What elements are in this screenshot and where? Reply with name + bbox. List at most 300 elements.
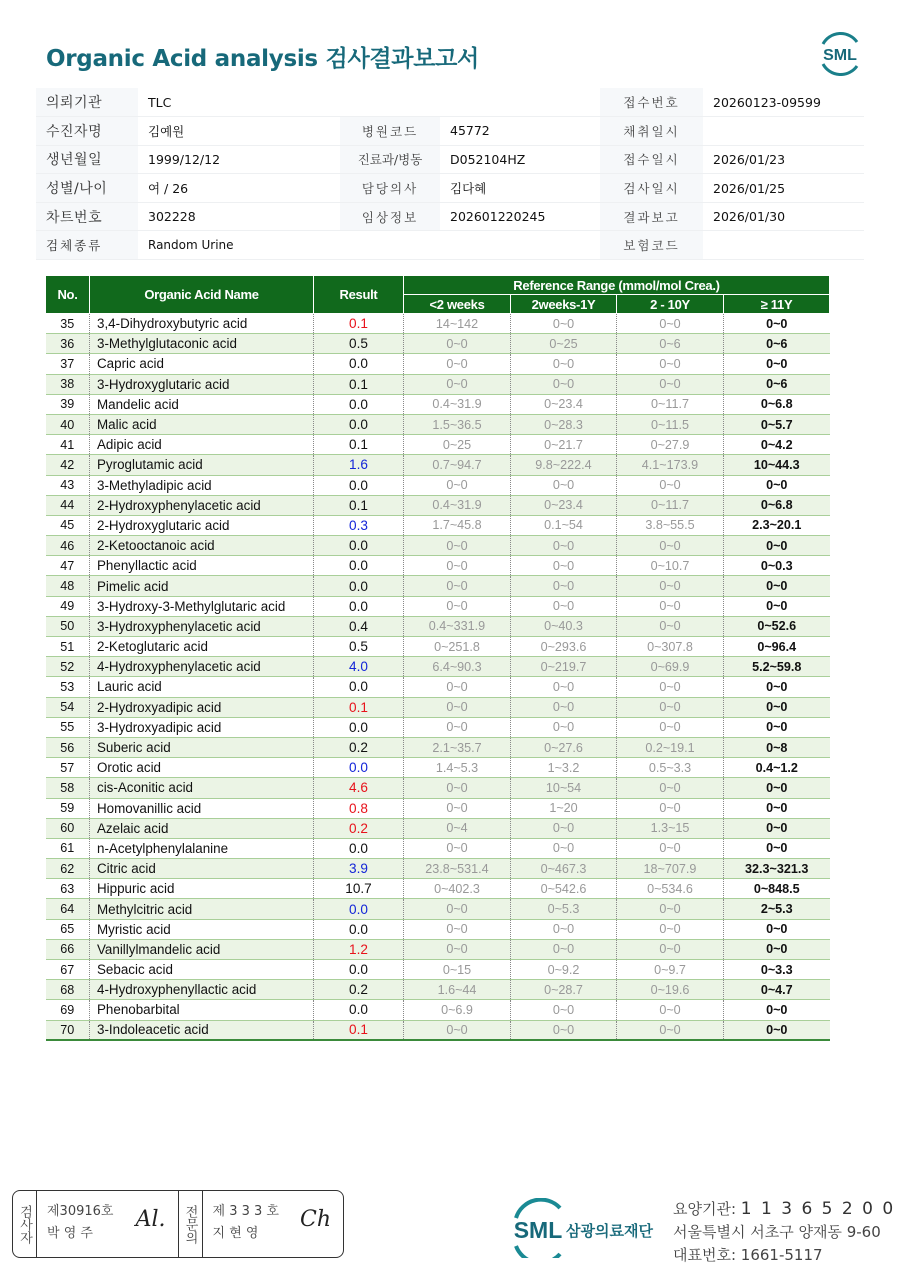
info-value [703,231,864,260]
range-ge11y: 0~0 [724,475,830,495]
result-value: 0.0 [314,414,404,434]
row-number: 62 [46,859,90,879]
result-value: 0.1 [314,374,404,394]
result-row [46,859,830,879]
result-row [46,899,830,919]
row-number: 64 [46,899,90,919]
range-ge11y: 2~5.3 [724,899,830,919]
range-lt2weeks: 2.1~35.7 [404,737,511,757]
range-lt2weeks: 0.4~31.9 [404,495,511,515]
row-number: 57 [46,758,90,778]
acid-name: Hippuric acid [90,879,314,899]
range-ge11y: 0~3.3 [724,960,830,980]
acid-name: 3-Methylglutaconic acid [90,334,314,354]
institution-code: 1 1 3 6 5 2 0 0 [740,1199,896,1219]
range-2-10y: 0~0 [617,798,724,818]
range-lt2weeks: 0~0 [404,798,511,818]
range-lt2weeks: 0.4~31.9 [404,394,511,414]
range-2-10y: 4.1~173.9 [617,455,724,475]
row-number: 66 [46,939,90,959]
range-lt2weeks: 0~0 [404,374,511,394]
range-2-10y: 0~0 [617,717,724,737]
row-number: 40 [46,414,90,434]
range-lt2weeks: 0~0 [404,939,511,959]
doctor-signature: Ch [299,1207,331,1232]
result-value: 4.6 [314,778,404,798]
result-row [46,697,830,717]
info-value: 45772 [440,117,600,146]
row-number: 50 [46,616,90,636]
range-2-10y: 0~0 [617,354,724,374]
tester-signature: Al. [135,1207,166,1232]
range-ge11y: 0~0 [724,838,830,858]
range-ge11y: 5.2~59.8 [724,657,830,677]
range-2weeks-1y: 1~3.2 [511,758,617,778]
range-2weeks-1y: 0~28.7 [511,980,617,1000]
doctor-name: 지 현 영 [212,1226,259,1241]
range-2weeks-1y: 1~20 [511,798,617,818]
result-row [46,475,830,495]
acid-name: Pyroglutamic acid [90,455,314,475]
range-2weeks-1y: 0.1~54 [511,515,617,535]
result-value: 1.6 [314,455,404,475]
range-2-10y: 1.3~15 [617,818,724,838]
result-row [46,556,830,576]
info-value: TLC [138,88,600,117]
svg-text:SML: SML [513,1217,563,1243]
range-lt2weeks: 1.4~5.3 [404,758,511,778]
result-row [46,778,830,798]
row-number: 49 [46,596,90,616]
result-row [46,637,830,657]
range-2weeks-1y: 9.8~222.4 [511,455,617,475]
info-label: 접수일시 [600,145,703,174]
range-2-10y: 0~0 [617,616,724,636]
result-value: 0.0 [314,596,404,616]
range-2-10y: 0~534.6 [617,879,724,899]
range-ge11y: 0~0 [724,1000,830,1020]
row-number: 46 [46,536,90,556]
info-value: 20260123-09599 [703,88,864,117]
result-value: 10.7 [314,879,404,899]
acid-name: 3-Hydroxyphenylacetic acid [90,616,314,636]
row-number: 35 [46,314,90,334]
range-ge11y: 0~8 [724,737,830,757]
result-row [46,1000,830,1020]
row-number: 59 [46,798,90,818]
range-2weeks-1y: 0~0 [511,576,617,596]
range-2-10y: 0.5~3.3 [617,758,724,778]
range-2weeks-1y: 0~0 [511,677,617,697]
acid-name: Phenobarbital [90,1000,314,1020]
range-lt2weeks: 0~0 [404,838,511,858]
result-row [46,394,830,414]
row-number: 67 [46,960,90,980]
result-value: 3.9 [314,859,404,879]
info-label: 검체종류 [36,231,138,260]
info-value: 1999/12/12 [138,145,340,174]
result-row [46,1020,830,1040]
range-2-10y: 0~0 [617,838,724,858]
result-value: 0.4 [314,616,404,636]
result-row [46,576,830,596]
range-2weeks-1y: 0~0 [511,475,617,495]
range-2weeks-1y: 0~0 [511,1020,617,1040]
range-ge11y: 0~5.7 [724,414,830,434]
result-row [46,919,830,939]
result-row [46,818,830,838]
range-2weeks-1y: 10~54 [511,778,617,798]
range-2-10y: 0~0 [617,576,724,596]
row-number: 60 [46,818,90,838]
acid-name: 4-Hydroxyphenyllactic acid [90,980,314,1000]
range-2-10y: 0~0 [617,1000,724,1020]
range-2weeks-1y: 0~21.7 [511,435,617,455]
info-value: Random Urine [138,231,600,260]
range-ge11y: 0~4.2 [724,435,830,455]
col-reference-range: Reference Range (mmol/mol Crea.) [404,276,830,295]
range-ge11y: 0~0 [724,596,830,616]
tester-license: 제30916호 [47,1204,114,1219]
result-value: 0.0 [314,838,404,858]
acid-name: Adipic acid [90,435,314,455]
range-lt2weeks: 6.4~90.3 [404,657,511,677]
result-row [46,798,830,818]
range-2weeks-1y: 0~219.7 [511,657,617,677]
acid-name: 2-Hydroxyglutaric acid [90,515,314,535]
range-ge11y: 0~0 [724,697,830,717]
range-2weeks-1y: 0~0 [511,374,617,394]
range-ge11y: 2.3~20.1 [724,515,830,535]
range-2-10y: 0~0 [617,374,724,394]
acid-name: Sebacic acid [90,960,314,980]
row-number: 61 [46,838,90,858]
range-ge11y: 0~0.3 [724,556,830,576]
acid-name: 2-Hydroxyphenylacetic acid [90,495,314,515]
info-value: 2026/01/23 [703,145,864,174]
acid-name: Mandelic acid [90,394,314,414]
sml-logo [815,30,865,76]
result-row [46,737,830,757]
acid-name: Myristic acid [90,919,314,939]
range-2-10y: 0~19.6 [617,980,724,1000]
result-value: 0.1 [314,697,404,717]
range-2-10y: 0~11.7 [617,495,724,515]
acid-name: Lauric acid [90,677,314,697]
range-2weeks-1y: 0~25 [511,334,617,354]
acid-name: Phenyllactic acid [90,556,314,576]
range-lt2weeks: 1.7~45.8 [404,515,511,535]
info-value: 김다혜 [440,174,600,203]
svg-text:SML: SML [823,47,857,64]
result-value: 0.0 [314,556,404,576]
info-label: 진료과/병동 [340,145,440,174]
range-lt2weeks: 0~0 [404,1020,511,1040]
range-2weeks-1y: 0~23.4 [511,495,617,515]
acid-name: 2-Hydroxyadipic acid [90,697,314,717]
result-value: 0.1 [314,435,404,455]
result-row [46,980,830,1000]
range-lt2weeks: 0~0 [404,536,511,556]
acid-name: 3-Hydroxyglutaric acid [90,374,314,394]
col-lt2weeks: <2 weeks [404,295,511,314]
range-lt2weeks: 0~0 [404,334,511,354]
acid-name: cis-Aconitic acid [90,778,314,798]
result-row [46,536,830,556]
range-2-10y: 0~69.9 [617,657,724,677]
acid-name: 3-Hydroxyadipic acid [90,717,314,737]
info-label: 결과보고 [600,202,703,231]
row-number: 68 [46,980,90,1000]
result-value: 0.1 [314,495,404,515]
range-lt2weeks: 0~0 [404,354,511,374]
result-value: 0.0 [314,576,404,596]
col-result: Result [314,276,404,314]
result-row [46,414,830,434]
result-row [46,939,830,959]
range-2weeks-1y: 0~9.2 [511,960,617,980]
result-value: 0.0 [314,717,404,737]
acid-name: 3-Hydroxy-3-Methylglutaric acid [90,596,314,616]
row-number: 44 [46,495,90,515]
organic-acid-results-table [45,275,830,1041]
result-row [46,596,830,616]
result-value: 0.5 [314,637,404,657]
range-ge11y: 0.4~1.2 [724,758,830,778]
col-name: Organic Acid Name [90,276,314,314]
code-label: 요양기관: [673,1200,737,1218]
range-ge11y: 0~0 [724,536,830,556]
result-row [46,879,830,899]
row-number: 47 [46,556,90,576]
range-lt2weeks: 0~25 [404,435,511,455]
result-value: 0.0 [314,475,404,495]
range-lt2weeks: 0~0 [404,778,511,798]
result-value: 0.8 [314,798,404,818]
range-2weeks-1y: 0~0 [511,717,617,737]
col-2weeks-1y: 2weeks-1Y [511,295,617,314]
range-2-10y: 0~0 [617,778,724,798]
info-value [703,117,864,146]
range-2weeks-1y: 0~23.4 [511,394,617,414]
result-row [46,677,830,697]
range-2weeks-1y: 0~0 [511,818,617,838]
range-ge11y: 0~0 [724,919,830,939]
row-number: 55 [46,717,90,737]
result-row [46,374,830,394]
result-value: 0.2 [314,980,404,1000]
range-2-10y: 0~9.7 [617,960,724,980]
range-ge11y: 32.3~321.3 [724,859,830,879]
acid-name: 3,4-Dihydroxybutyric acid [90,314,314,334]
range-ge11y: 0~0 [724,314,830,334]
result-row [46,657,830,677]
row-number: 54 [46,697,90,717]
range-2weeks-1y: 0~0 [511,697,617,717]
sml-foundation-logo [510,1198,660,1258]
info-value: 2026/01/30 [703,202,864,231]
range-ge11y: 0~0 [724,1020,830,1040]
info-label: 생년월일 [36,145,138,174]
range-2-10y: 0~0 [617,677,724,697]
result-value: 0.0 [314,536,404,556]
result-value: 0.2 [314,737,404,757]
range-2weeks-1y: 0~542.6 [511,879,617,899]
range-lt2weeks: 1.5~36.5 [404,414,511,434]
range-ge11y: 0~96.4 [724,637,830,657]
acid-name: Homovanillic acid [90,798,314,818]
range-lt2weeks: 0~0 [404,919,511,939]
row-number: 37 [46,354,90,374]
range-2weeks-1y: 0~0 [511,919,617,939]
range-ge11y: 0~0 [724,798,830,818]
range-2-10y: 0~0 [617,919,724,939]
range-lt2weeks: 0~0 [404,899,511,919]
patient-info-table [36,88,864,260]
acid-name: 2-Ketooctanoic acid [90,536,314,556]
result-value: 0.3 [314,515,404,535]
result-value: 0.0 [314,899,404,919]
range-ge11y: 0~0 [724,778,830,798]
range-2-10y: 0.2~19.1 [617,737,724,757]
acid-name: Suberic acid [90,737,314,757]
range-ge11y: 0~0 [724,717,830,737]
range-2weeks-1y: 0~0 [511,1000,617,1020]
tester-name: 박 영 주 [47,1226,93,1241]
range-lt2weeks: 0.7~94.7 [404,455,511,475]
range-2-10y: 0~0 [617,697,724,717]
result-row [46,455,830,475]
range-2weeks-1y: 0~467.3 [511,859,617,879]
doctor-license: 제 3 3 3 호 [212,1204,279,1219]
range-lt2weeks: 0~0 [404,596,511,616]
range-lt2weeks: 14~142 [404,314,511,334]
acid-name: Azelaic acid [90,818,314,838]
doctor-label: 전문의 [179,1191,203,1257]
range-2-10y: 0~0 [617,475,724,495]
report-title: Organic Acid analysis 검사결과보고서 [46,46,479,72]
range-2weeks-1y: 0~0 [511,838,617,858]
phone-number: 1661-5117 [740,1246,823,1264]
result-row [46,354,830,374]
result-row [46,838,830,858]
acid-name: Malic acid [90,414,314,434]
range-ge11y: 0~0 [724,939,830,959]
range-2weeks-1y: 0~28.3 [511,414,617,434]
acid-name: 3-Methyladipic acid [90,475,314,495]
result-value: 0.5 [314,334,404,354]
result-value: 0.1 [314,1020,404,1040]
acid-name: n-Acetylphenylalanine [90,838,314,858]
info-label: 임상정보 [340,202,440,231]
range-2-10y: 0~0 [617,536,724,556]
col-2-10y: 2 - 10Y [617,295,724,314]
range-lt2weeks: 0~4 [404,818,511,838]
result-row [46,960,830,980]
info-label: 성별/나이 [36,174,138,203]
col-no: No. [46,276,90,314]
info-label: 수진자명 [36,117,138,146]
range-ge11y: 0~0 [724,576,830,596]
row-number: 42 [46,455,90,475]
range-2-10y: 0~27.9 [617,435,724,455]
result-row [46,495,830,515]
row-number: 41 [46,435,90,455]
range-ge11y: 0~6 [724,334,830,354]
result-value: 0.0 [314,677,404,697]
info-label: 병원코드 [340,117,440,146]
info-label: 의뢰기관 [36,88,138,117]
col-ge11y: ≥ 11Y [724,295,830,314]
range-ge11y: 0~0 [724,677,830,697]
range-2weeks-1y: 0~27.6 [511,737,617,757]
range-2weeks-1y: 0~0 [511,556,617,576]
range-2-10y: 0~0 [617,596,724,616]
range-lt2weeks: 0~15 [404,960,511,980]
address: 서울특별시 서초구 양재동 9-60 [673,1223,881,1241]
range-lt2weeks: 0~0 [404,717,511,737]
row-number: 65 [46,919,90,939]
range-2-10y: 18~707.9 [617,859,724,879]
row-number: 56 [46,737,90,757]
range-lt2weeks: 1.6~44 [404,980,511,1000]
range-lt2weeks: 0~0 [404,677,511,697]
range-2-10y: 0~0 [617,899,724,919]
row-number: 63 [46,879,90,899]
range-2weeks-1y: 0~0 [511,314,617,334]
range-lt2weeks: 0~6.9 [404,1000,511,1020]
range-ge11y: 10~44.3 [724,455,830,475]
acid-name: Orotic acid [90,758,314,778]
range-2weeks-1y: 0~0 [511,536,617,556]
row-number: 69 [46,1000,90,1020]
result-value: 0.1 [314,314,404,334]
row-number: 36 [46,334,90,354]
result-row [46,314,830,334]
row-number: 58 [46,778,90,798]
row-number: 51 [46,637,90,657]
tester-label: 검사자 [13,1191,37,1257]
result-value: 0.2 [314,818,404,838]
range-2-10y: 0~11.7 [617,394,724,414]
range-ge11y: 0~52.6 [724,616,830,636]
org-details [673,1198,895,1267]
result-row [46,758,830,778]
range-lt2weeks: 0~0 [404,556,511,576]
info-label: 차트번호 [36,202,138,231]
result-row [46,616,830,636]
row-number: 43 [46,475,90,495]
signature-box [12,1190,344,1258]
range-2-10y: 0~0 [617,1020,724,1040]
range-2weeks-1y: 0~0 [511,596,617,616]
result-row [46,435,830,455]
acid-name: Pimelic acid [90,576,314,596]
range-ge11y: 0~0 [724,354,830,374]
range-ge11y: 0~0 [724,818,830,838]
row-number: 38 [46,374,90,394]
info-value: 김예원 [138,117,340,146]
range-2-10y: 0~10.7 [617,556,724,576]
range-ge11y: 0~848.5 [724,879,830,899]
info-label: 접수번호 [600,88,703,117]
result-row [46,515,830,535]
row-number: 70 [46,1020,90,1040]
row-number: 45 [46,515,90,535]
acid-name: 2-Ketoglutaric acid [90,637,314,657]
acid-name: 4-Hydroxyphenylacetic acid [90,657,314,677]
range-2-10y: 0~11.5 [617,414,724,434]
